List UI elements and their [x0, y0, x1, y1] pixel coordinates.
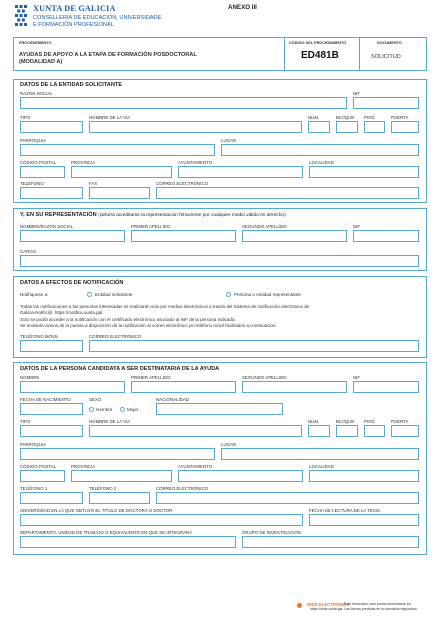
org-department-line1: CONSELLERÍA DE EDUCACIÓN, UNIVERSIDADE [33, 15, 162, 21]
telefono-field[interactable] [20, 187, 83, 199]
section-title: DATOS A EFECTOS DE NOTIFICACIÓN [20, 280, 124, 286]
procedure-code-label: CÓDIGO DEL PROCEDIMIENTO [289, 41, 347, 45]
section-candidate [13, 362, 427, 555]
notify-entity-label: Entidad solicitante [95, 292, 133, 297]
label-parroquia: PARROQUIA [20, 138, 47, 143]
label-lugar: LUGAR [221, 442, 237, 447]
label-bloque: BLOQUE [336, 419, 355, 424]
label-tipo: TIPO [20, 419, 31, 424]
label-piso: PISO [364, 419, 375, 424]
codigo-postal-field[interactable] [20, 166, 65, 178]
label-provincia: PROVINCIA [71, 160, 96, 165]
section-applicant-entity [13, 79, 427, 203]
xunta-cross-icon [14, 4, 28, 30]
section-title-row [20, 212, 286, 218]
procedure-box [13, 37, 427, 71]
org-department-line2: E FORMACIÓN PROFESIONAL [33, 22, 114, 28]
label-localidad: LOCALIDAD [309, 464, 334, 469]
procedure-code: ED481B [301, 50, 339, 61]
localidad-field[interactable] [309, 166, 419, 178]
cand-universidad-field[interactable] [20, 514, 303, 526]
rep-nif-field[interactable] [353, 230, 419, 242]
cand-telefono-1-field[interactable] [20, 492, 83, 504]
label-universidad: UNIVERSIDAD EN LA QUE OBTUVO EL TÍTULO DE DOCTORA O DOCTOR [20, 508, 173, 513]
label-primer-apellido: PRIMER APELLIDO [131, 224, 171, 229]
rep-nombre-field[interactable] [20, 230, 125, 242]
rep-cargo-field[interactable] [20, 255, 419, 267]
label-grupo: GRUPO DE INVESTIGACIÓN [242, 530, 302, 535]
label-telefono: TELÉFONO [20, 181, 44, 186]
label-correo: CORREO ELECTRÓNICO [156, 486, 209, 491]
num-field[interactable] [308, 121, 330, 133]
cand-parroquia-field[interactable] [20, 448, 215, 460]
footer-note-line1: Este formulario solo podrá presentarse en [344, 602, 411, 606]
label-nombre: NOMBRE [20, 375, 40, 380]
procedure-title: AYUDAS DE APOYO A LA ETAPA DE FORMACIÓN POSDOCTORAL [19, 52, 197, 58]
cand-num-field[interactable] [308, 425, 330, 437]
cand-departamento-field[interactable] [20, 536, 236, 548]
label-ayuntamiento: AYUNTAMIENTO [178, 160, 213, 165]
rep-primer-apellido-field[interactable] [131, 230, 236, 242]
sede-logo-icon [297, 603, 302, 608]
label-fax: FAX [89, 181, 98, 186]
label-telefono-2: TELÉFONO 2 [89, 486, 117, 491]
correo-field[interactable] [156, 187, 419, 199]
label-nombre-via: NOMBRE DE LA VÍA [89, 419, 131, 424]
label-num: NÚM. [308, 419, 320, 424]
label-nif: NIF [353, 224, 361, 229]
cand-puerta-field[interactable] [391, 425, 419, 437]
document-label: DOCUMENTO [377, 41, 402, 45]
section-title: DATOS DE LA ENTIDAD SOLICITANTE [20, 82, 123, 88]
sexo-mujer-label: Mujer [127, 407, 139, 412]
sede-brand: SEDE ELECTRÓNICA [306, 602, 350, 607]
notify-representative-radio[interactable] [226, 292, 231, 297]
label-nombre-via: NOMBRE DE LA VÍA [89, 115, 131, 120]
label-nacionalidad: NACIONALIDAD [156, 397, 189, 402]
sexo-hombre-label: Hombre [96, 407, 113, 412]
cand-telefono-2-field[interactable] [89, 492, 150, 504]
label-codigo-postal: CÓDIGO POSTAL [20, 464, 57, 469]
label-sexo: SEXO [89, 397, 102, 402]
label-correo: CORREO ELECTRÓNICO [89, 334, 142, 339]
footer-note-line2: https://sede.xunta.gal. Las formas previstas en la normativa reguladora [310, 607, 417, 611]
label-parroquia: PARROQUIA [20, 442, 47, 447]
nombre-via-field[interactable] [89, 121, 302, 133]
cand-nombre-via-field[interactable] [89, 425, 302, 437]
label-nif: NIF [353, 91, 361, 96]
label-fecha-tesis: FECHA DE LECTURA DE LA TESIS [309, 508, 380, 513]
label-telefono-1: TELÉFONO 1 [20, 486, 48, 491]
label-segundo-apellido: SEGUNDO APELLIDO [242, 375, 287, 380]
label-correo: CORREO ELECTRÓNICO [156, 181, 209, 186]
label-puerta: PUERTA [391, 115, 409, 120]
document-type: SOLICITUD [371, 54, 401, 60]
cand-correo-field[interactable] [156, 492, 419, 504]
label-tipo: TIPO [20, 115, 31, 120]
cand-localidad-field[interactable] [309, 470, 419, 482]
org-name: XUNTA DE GALICIA [33, 4, 116, 13]
cand-tipo-field[interactable] [20, 425, 83, 437]
label-nif: NIF [353, 375, 361, 380]
label-localidad: LOCALIDAD [309, 160, 334, 165]
notify-paragraph-2: Galicia-Notific@, https://notifica.xunta.gal. [20, 310, 104, 315]
razon-social-field[interactable] [20, 97, 347, 109]
cand-lugar-field[interactable] [221, 448, 419, 460]
label-provincia: PROVINCIA [71, 464, 96, 469]
cand-bloque-field[interactable] [336, 425, 358, 437]
parroquia-field[interactable] [20, 144, 215, 156]
label-segundo-apellido: SEGUNDO APELLIDO [242, 224, 287, 229]
ayuntamiento-field[interactable] [178, 166, 303, 178]
provincia-field[interactable] [71, 166, 172, 178]
label-bloque: BLOQUE [336, 115, 355, 120]
label-fecha-nacimiento: FECHA DE NACIMIENTO [20, 397, 71, 402]
piso-field[interactable] [364, 121, 385, 133]
cand-fecha-tesis-field[interactable] [309, 514, 419, 526]
tipo-field[interactable] [20, 121, 83, 133]
label-codigo-postal: CÓDIGO POSTAL [20, 160, 57, 165]
label-puerta: PUERTA [391, 419, 409, 424]
rep-segundo-apellido-field[interactable] [242, 230, 347, 242]
section-title: Y, EN SU REPRESENTACIÓN [20, 212, 97, 218]
footer-sede [297, 602, 349, 620]
notify-correo-field[interactable] [89, 340, 419, 352]
cand-codigo-postal-field[interactable] [20, 470, 65, 482]
notify-movil-field[interactable] [20, 340, 83, 352]
label-piso: PISO [364, 115, 375, 120]
cand-piso-field[interactable] [364, 425, 385, 437]
notify-representative-label: Persona o entidad representante [234, 292, 301, 297]
cand-primer-apellido-field[interactable] [131, 381, 236, 393]
annex-label: ANEXO III [228, 4, 257, 11]
cand-provincia-field[interactable] [71, 470, 172, 482]
sexo-mujer-radio[interactable] [120, 407, 125, 412]
puerta-field[interactable] [391, 121, 419, 133]
cand-nacionalidad-field[interactable] [156, 403, 283, 415]
label-cargo: CARGO [20, 249, 37, 254]
nif-field[interactable] [353, 97, 419, 109]
fax-field[interactable] [89, 187, 150, 199]
section-representative [13, 208, 427, 271]
label-num: NÚM. [308, 115, 320, 120]
cand-nombre-field[interactable] [20, 381, 125, 393]
label-primer-apellido: PRIMER APELLIDO [131, 375, 171, 380]
notify-paragraph-4: Se enviarán avisos de la puesta a disposición de la notificación al correo electrónico y/o teléfono móvil facilitados a continuación: [20, 323, 277, 328]
notify-paragraph-1: Todas las notificaciones a las personas interesadas se realizarán solo por medios electrónicos a través del Sistema de notificación electrónica de [20, 304, 310, 309]
cand-fecha-field[interactable] [20, 403, 83, 415]
cand-grupo-field[interactable] [242, 536, 419, 548]
xunta-logo [14, 4, 28, 30]
procedure-title-modality: (MODALIDAD A) [19, 59, 63, 65]
label-ayuntamiento: AYUNTAMIENTO [178, 464, 213, 469]
cand-ayuntamiento-field[interactable] [178, 470, 303, 482]
sexo-hombre-radio[interactable] [89, 407, 94, 412]
notify-paragraph-3: Solo se podrá acceder a la notificación con el certificado electrónico asociado al NIF de la persona indicada. [20, 317, 236, 322]
procedure-label: PROCEDEMENTO [19, 41, 52, 45]
section-title-note: (deberá acreditarse la representación fehaciente por cualquier medio válido en derecho) [98, 213, 286, 218]
cand-nif-field[interactable] [353, 381, 419, 393]
notify-entity-radio[interactable] [87, 292, 92, 297]
label-telefono-movil: TELÉFONO MÓVIL [20, 334, 59, 339]
section-notification [13, 276, 427, 358]
label-departamento: DEPARTAMENTO, UNIDAD DE TRABAJO O EQUIVALENTE EN QUE SE INTEGRARÁ [20, 530, 192, 535]
cand-segundo-apellido-field[interactable] [242, 381, 347, 393]
label-nombre-razon-social: NOMBRE/RAZÓN SOCIAL [20, 224, 74, 229]
bloque-field[interactable] [336, 121, 358, 133]
notify-label: Notifíquese a: [20, 292, 49, 297]
label-lugar: LUGAR [221, 138, 237, 143]
section-title: DATOS DE LA PERSONA CANDIDATA A SER DESTINATARIA DE LA AYUDA [20, 366, 220, 372]
label-razon-social: RAZÓN SOCIAL [20, 91, 53, 96]
lugar-field[interactable] [221, 144, 419, 156]
